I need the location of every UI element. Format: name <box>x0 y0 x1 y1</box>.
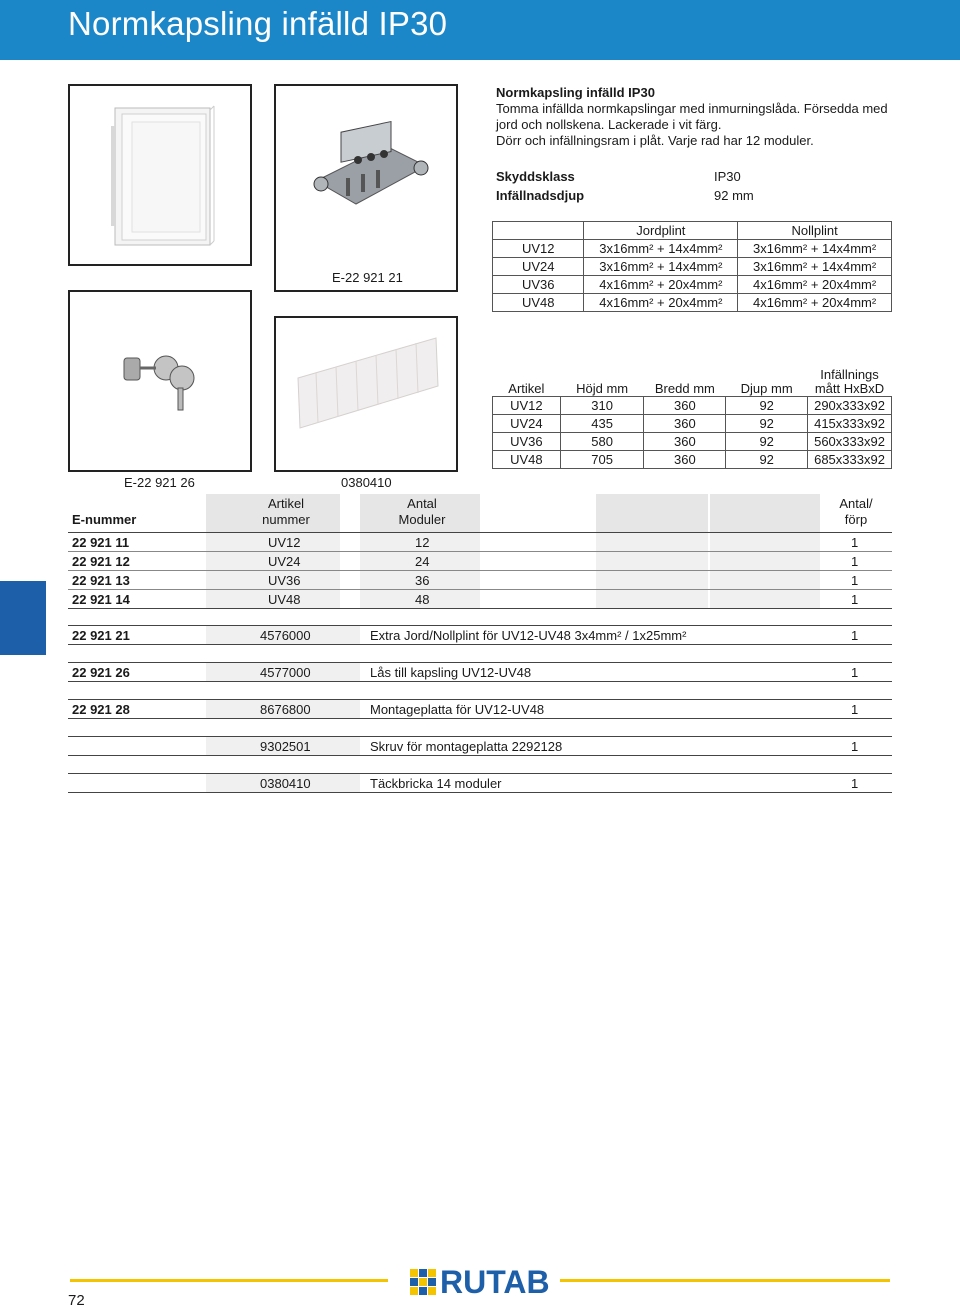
cell: 3x16mm² + 14x4mm² <box>738 240 892 258</box>
keys-caption: E-22 921 26 <box>124 475 195 490</box>
dim-header: Artikel <box>493 362 561 397</box>
cell-artikel: 4576000 <box>260 628 311 643</box>
table-row <box>68 552 892 570</box>
cell-forp: 1 <box>851 739 859 754</box>
cabinet-illustration <box>70 86 250 264</box>
header-shade <box>710 494 820 532</box>
col-header-line: Artikel <box>267 496 305 511</box>
footer-line-right <box>560 1279 890 1282</box>
side-tab <box>0 581 46 655</box>
cell-description: Skruv för montageplatta 2292128 <box>370 739 563 754</box>
plint-header: Nollplint <box>738 222 892 240</box>
accessory-row <box>68 774 892 792</box>
plint-header: Jordplint <box>584 222 738 240</box>
col-header-artikel <box>206 496 366 528</box>
cell-description: Lås till kapsling UV12-UV48 <box>370 665 532 680</box>
cell-artikel: UV48 <box>268 592 301 607</box>
accessory-row <box>68 663 892 681</box>
page-number: 72 <box>68 1292 85 1309</box>
accessory-row <box>68 626 892 644</box>
table-row <box>68 571 892 589</box>
cell: UV12 <box>493 397 561 415</box>
rutab-logo-icon <box>410 1269 436 1295</box>
cell-forp: 1 <box>851 554 859 569</box>
intro-text <box>496 85 896 149</box>
cell: 92 <box>726 433 808 451</box>
connector-image <box>274 84 458 292</box>
dim-header-line2: mått HxBxD <box>814 381 885 396</box>
dim-header: Bredd mm <box>644 362 726 397</box>
dim-header-line1: Infällnings <box>820 367 879 382</box>
cell: UV48 <box>493 451 561 469</box>
cell-artikel: 4577000 <box>260 665 311 680</box>
cell: UV24 <box>493 258 584 276</box>
table-row <box>493 276 892 294</box>
cell: 360 <box>644 415 726 433</box>
cell: 415x333x92 <box>808 415 892 433</box>
cell: 310 <box>560 397 644 415</box>
spec-label: Infällnadsdjup <box>496 188 585 203</box>
cell-moduler: 48 <box>415 592 430 607</box>
cell-enummer: 22 921 11 <box>72 535 130 550</box>
cell-forp: 1 <box>851 573 859 588</box>
cell: UV48 <box>493 294 584 312</box>
cell: 705 <box>560 451 644 469</box>
cell-artikel: 9302501 <box>260 739 311 754</box>
col-header-enummer: E-nummer <box>72 512 137 527</box>
cell: UV24 <box>493 415 561 433</box>
cell-forp: 1 <box>851 776 859 791</box>
cell-forp: 1 <box>851 592 859 607</box>
col-header-forp <box>812 496 900 528</box>
divider <box>68 792 892 793</box>
cell-description: Extra Jord/Nollplint för UV12-UV48 3x4mm² / 1x25mm² <box>370 628 687 643</box>
cell: 290x333x92 <box>808 397 892 415</box>
plate-image <box>274 316 458 472</box>
cell: UV36 <box>493 276 584 294</box>
cell: 4x16mm² + 20x4mm² <box>738 276 892 294</box>
divider <box>68 718 892 719</box>
connector-caption: E-22 921 21 <box>332 270 403 285</box>
cell-artikel: 0380410 <box>260 776 311 791</box>
cell: 360 <box>644 451 726 469</box>
accessory-row <box>68 737 892 755</box>
cell-artikel: 8676800 <box>260 702 311 717</box>
cell-artikel: UV24 <box>268 554 301 569</box>
cell: 3x16mm² + 14x4mm² <box>584 240 738 258</box>
cell-enummer: 22 921 28 <box>72 702 130 717</box>
table-row <box>493 258 892 276</box>
table-row <box>493 433 892 451</box>
cell: 685x333x92 <box>808 451 892 469</box>
cell-forp: 1 <box>851 665 859 680</box>
col-header-line: förp <box>844 512 868 527</box>
cell-forp: 1 <box>851 702 859 717</box>
divider <box>68 755 892 756</box>
cell: 435 <box>560 415 644 433</box>
table-row <box>68 590 892 608</box>
col-header-line: Antal <box>407 496 437 511</box>
col-header-line: Antal/ <box>839 496 873 511</box>
cell-moduler: 12 <box>415 535 430 550</box>
keys-image <box>68 290 252 472</box>
table-row <box>493 240 892 258</box>
connector-illustration <box>276 86 456 256</box>
table-row <box>493 451 892 469</box>
cabinet-image <box>68 84 252 266</box>
cell-enummer: 22 921 21 <box>72 628 130 643</box>
cell: UV36 <box>493 433 561 451</box>
page-title: Normkapsling infälld IP30 <box>68 5 448 42</box>
cell-artikel: UV36 <box>268 573 301 588</box>
header-shade <box>596 494 708 532</box>
cell: UV12 <box>493 240 584 258</box>
cell: 580 <box>560 433 644 451</box>
dimensions-table <box>492 362 892 469</box>
dim-header: Djup mm <box>726 362 808 397</box>
footer-line-left <box>70 1279 388 1282</box>
col-header-antal <box>362 496 482 528</box>
keys-illustration <box>70 292 250 470</box>
cell: 4x16mm² + 20x4mm² <box>584 294 738 312</box>
cell-artikel: UV12 <box>268 535 301 550</box>
cell: 4x16mm² + 20x4mm² <box>738 294 892 312</box>
spec-label: Skyddsklass <box>496 169 575 184</box>
cell: 3x16mm² + 14x4mm² <box>584 258 738 276</box>
cell: 92 <box>726 415 808 433</box>
plate-caption: 0380410 <box>341 475 392 490</box>
table-row <box>493 397 892 415</box>
intro-line: Dörr och infällningsram i plåt. Varje rad har 12 moduler. <box>496 133 814 148</box>
table-row <box>68 533 892 551</box>
divider <box>68 644 892 645</box>
cell: 360 <box>644 433 726 451</box>
plint-table <box>492 221 892 312</box>
intro-title: Normkapsling infälld IP30 <box>496 85 655 100</box>
divider <box>68 681 892 682</box>
cell-moduler: 24 <box>415 554 430 569</box>
cell: 360 <box>644 397 726 415</box>
cell-moduler: 36 <box>415 573 430 588</box>
cell: 3x16mm² + 14x4mm² <box>738 258 892 276</box>
table-row <box>493 294 892 312</box>
cell-description: Täckbricka 14 moduler <box>370 776 502 791</box>
cell-forp: 1 <box>851 628 859 643</box>
cell-enummer: 22 921 14 <box>72 592 130 607</box>
page-header <box>0 0 960 60</box>
col-header-line: nummer <box>262 512 310 527</box>
dim-header-two-line <box>808 362 892 397</box>
cell-forp: 1 <box>851 535 859 550</box>
divider <box>68 608 892 609</box>
dim-header: Höjd mm <box>560 362 644 397</box>
cell-enummer: 22 921 12 <box>72 554 130 569</box>
spec-value: IP30 <box>714 169 741 184</box>
spec-value: 92 mm <box>714 188 754 203</box>
col-header-line: Moduler <box>398 512 446 527</box>
cell: 4x16mm² + 20x4mm² <box>584 276 738 294</box>
rutab-logo-text: RUTAB <box>440 1264 550 1300</box>
cell: 92 <box>726 451 808 469</box>
plint-header <box>493 222 584 240</box>
accessory-row <box>68 700 892 718</box>
table-row <box>493 415 892 433</box>
plate-illustration <box>276 318 456 470</box>
intro-line: Tomma infällda normkapslingar med inmurningslåda. Försedda med <box>496 101 888 116</box>
cell: 92 <box>726 397 808 415</box>
cell-enummer: 22 921 26 <box>72 665 130 680</box>
intro-line: jord och nollskena. Lackerade i vit färg. <box>496 117 722 132</box>
cell: 560x333x92 <box>808 433 892 451</box>
cell-enummer: 22 921 13 <box>72 573 130 588</box>
cell-description: Montageplatta för UV12-UV48 <box>370 702 545 717</box>
